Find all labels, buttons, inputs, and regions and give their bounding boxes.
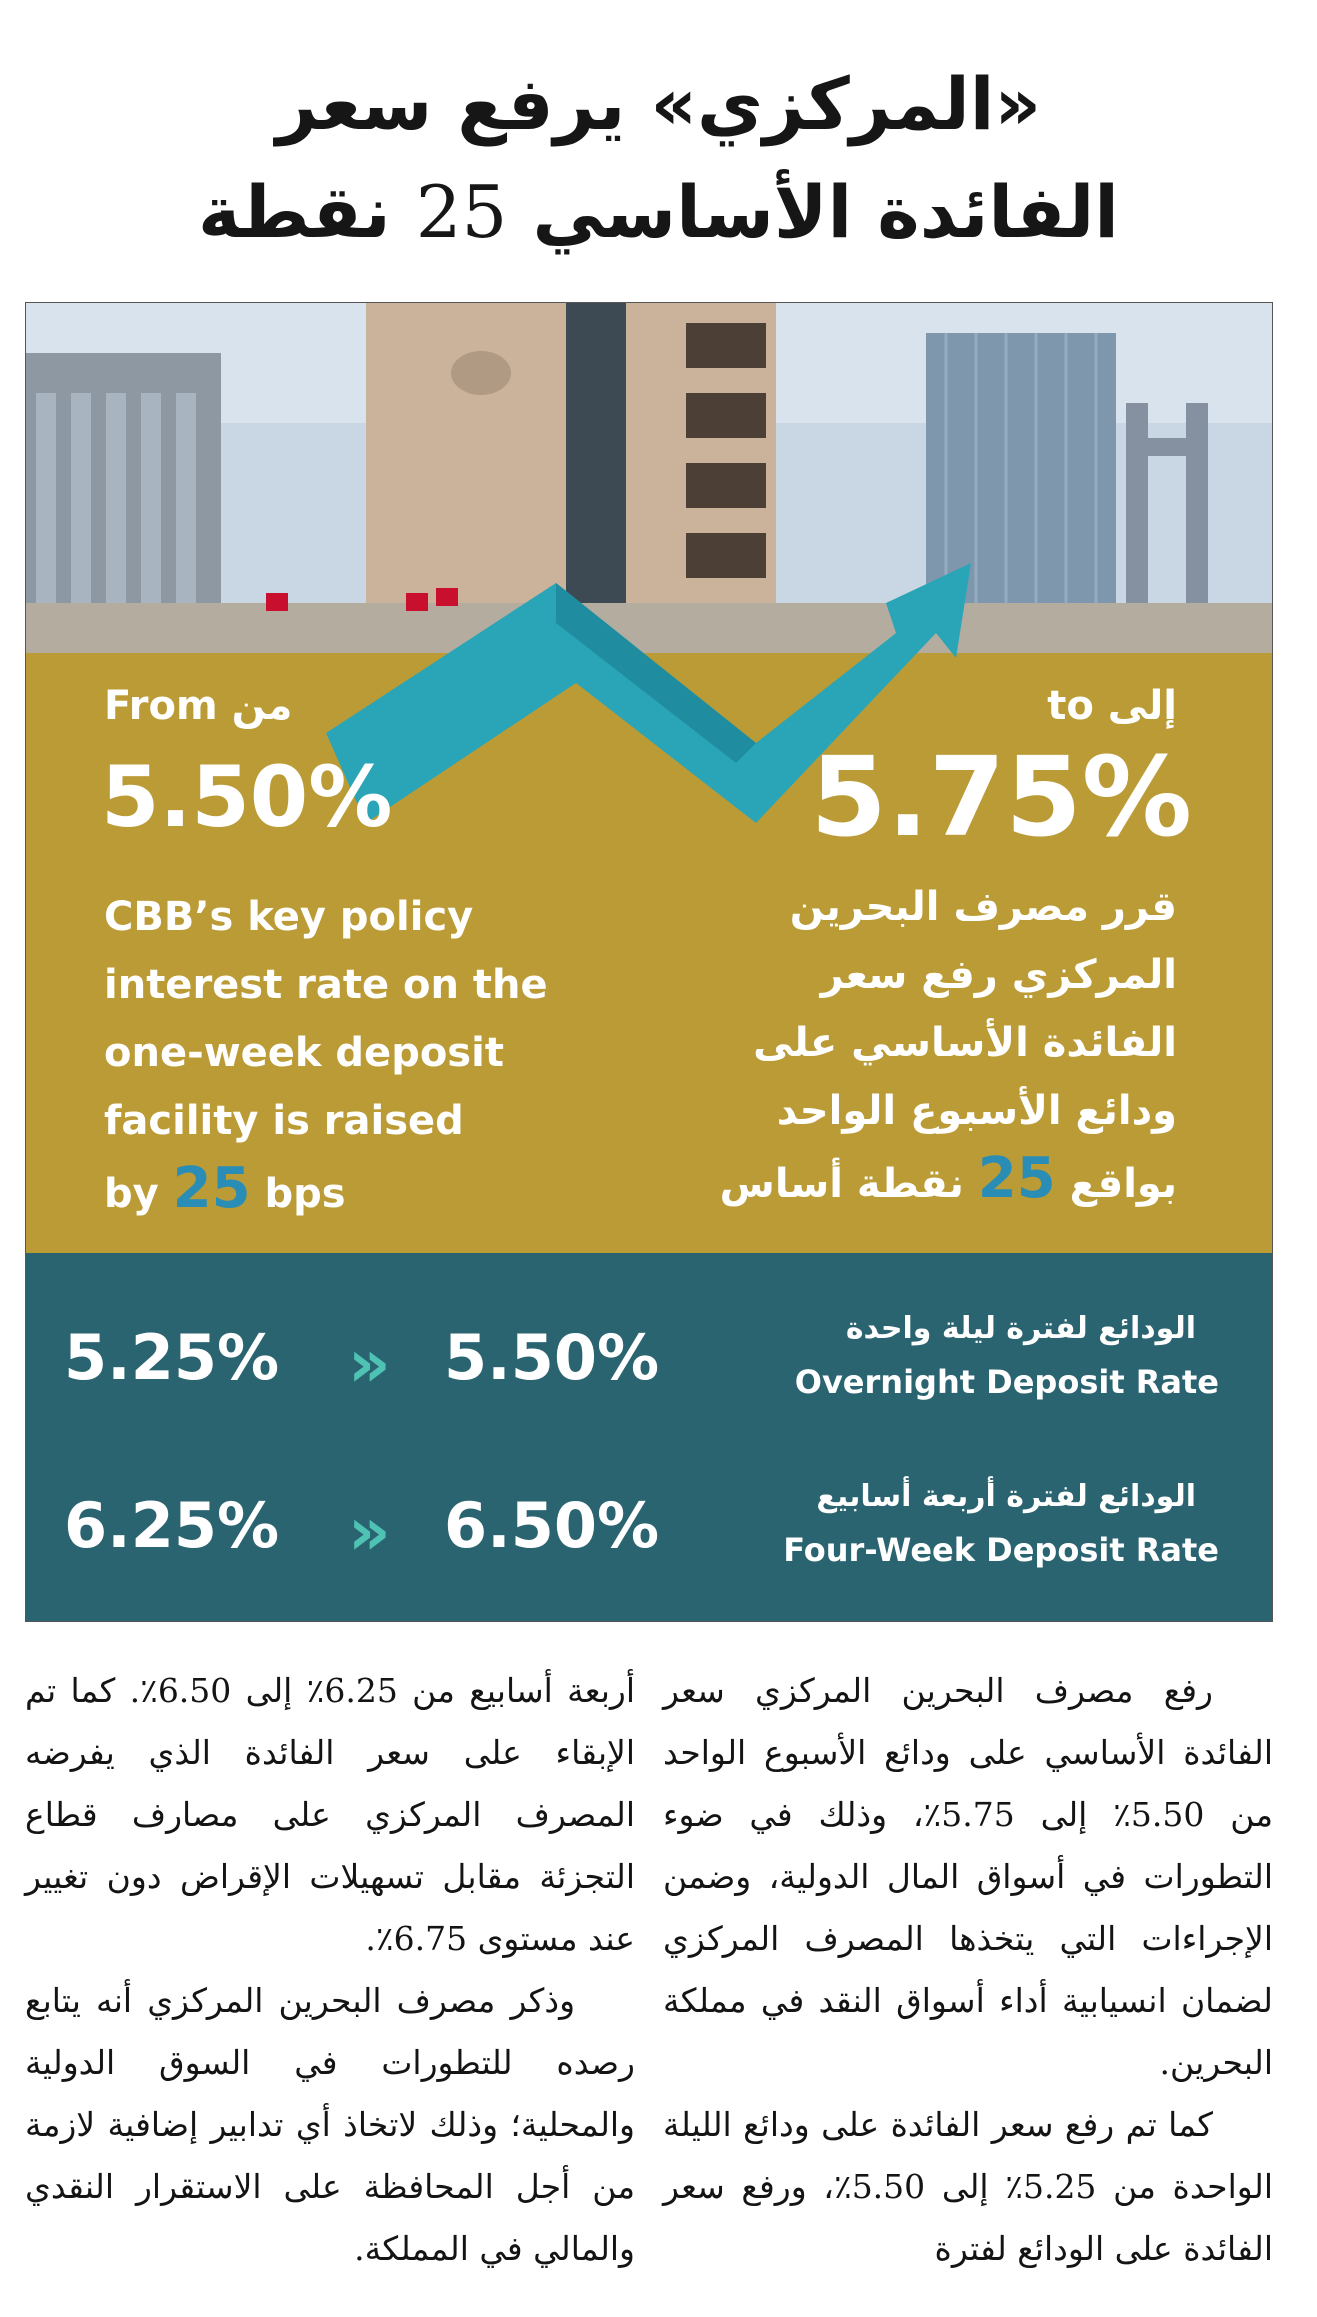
overnight-new-rate: 5.50% xyxy=(444,1321,660,1394)
headline-line-2-suffix: نقطة xyxy=(198,170,391,254)
en-desc-line: interest rate on the xyxy=(104,962,548,1008)
article-column-left xyxy=(25,1660,635,2280)
article-paragraph: كما تم رفع سعر الفائدة على ودائع الليلة الواحدة من 5.25٪ إلى 5.50٪، ورفع سعر الفائدة على الودائع لفترة xyxy=(663,2105,1274,2268)
four-week-old-rate: 6.25% xyxy=(64,1489,280,1562)
four-week-rate-row xyxy=(26,1471,1273,1591)
en-desc-line: CBB’s key policy xyxy=(104,894,474,940)
english-description xyxy=(104,883,664,1228)
headline-line-2 xyxy=(0,158,1317,266)
from-rate-value: 5.50% xyxy=(101,748,393,846)
to-label: إلى to xyxy=(1047,683,1177,729)
ar-desc-25: 25 xyxy=(977,1146,1056,1211)
headline-line-1: «المركزي» يرفع سعر xyxy=(276,62,1041,146)
en-desc-bps: bps xyxy=(264,1171,346,1217)
double-chevron-icon: » xyxy=(348,1325,373,1402)
article-paragraph: رفع مصرف البحرين المركزي سعر الفائدة الأساسي على ودائع الأسبوع الواحد من 5.50٪ إلى 5.75٪، وذلك في ضوء التطورات في أسواق المال الدولية، وضمن الإجراءات التي يتخذها المصرف المركزي لضمان انسيابية أداء أسواق النقد في مملكة البحرين. xyxy=(663,1671,1273,2082)
en-desc-by: by xyxy=(104,1171,159,1217)
double-chevron-icon: » xyxy=(348,1493,373,1570)
overnight-old-rate: 5.25% xyxy=(64,1321,280,1394)
article-column-right xyxy=(663,1660,1273,2280)
overnight-label-en: Overnight Deposit Rate xyxy=(794,1363,1219,1401)
arabic-description xyxy=(637,873,1177,1218)
ar-desc-line: ودائع الأسبوع الواحد xyxy=(776,1088,1177,1134)
four-week-new-rate: 6.50% xyxy=(444,1489,660,1562)
headline xyxy=(0,50,1317,266)
en-desc-line xyxy=(104,1155,664,1228)
ar-desc-line: الفائدة الأساسي على xyxy=(753,1020,1177,1066)
article-paragraph: وذكر مصرف البحرين المركزي أنه يتابع رصده للتطورات في السوق الدولية والمحلية؛ وذلك لاتخاذ أي تدابير إضافية لازمة من أجل المحافظة على الاستقرار النقدي والمالي في المملكة. xyxy=(25,1981,635,2268)
ar-desc-line: قرر مصرف البحرين xyxy=(789,884,1177,930)
infographic-panel xyxy=(25,302,1273,1622)
overnight-label-ar: الودائع لفترة ليلة واحدة xyxy=(845,1311,1196,1346)
ar-desc-line xyxy=(637,1145,1177,1218)
en-desc-line: one-week deposit xyxy=(104,1030,504,1076)
four-week-label-en: Four-Week Deposit Rate xyxy=(783,1531,1219,1569)
teal-section xyxy=(26,1253,1273,1622)
article-paragraph: أربعة أسابيع من 6.25٪ إلى 6.50٪. كما تم الإبقاء على سعر الفائدة الذي يفرضه المصرف المركزي على مصارف قطاع التجزئة مقابل تسهيلات الإقراض دون تغيير عند مستوى 6.75٪. xyxy=(25,1671,636,1958)
overnight-rate-row xyxy=(26,1303,1273,1423)
headline-number: 25 xyxy=(415,170,508,254)
ar-desc-bps: نقطة أساس xyxy=(719,1161,964,1207)
en-desc-25: 25 xyxy=(172,1156,251,1221)
to-rate-value: 5.75% xyxy=(810,733,1192,861)
headline-line-2-prefix: الفائدة الأساسي xyxy=(532,170,1119,254)
four-week-label-ar: الودائع لفترة أربعة أسابيع xyxy=(816,1479,1196,1514)
from-label: From من xyxy=(104,683,293,729)
en-desc-line: facility is raised xyxy=(104,1098,464,1144)
ar-desc-line: المركزي رفع سعر xyxy=(820,952,1177,998)
ar-desc-by: بواقع xyxy=(1069,1161,1177,1207)
